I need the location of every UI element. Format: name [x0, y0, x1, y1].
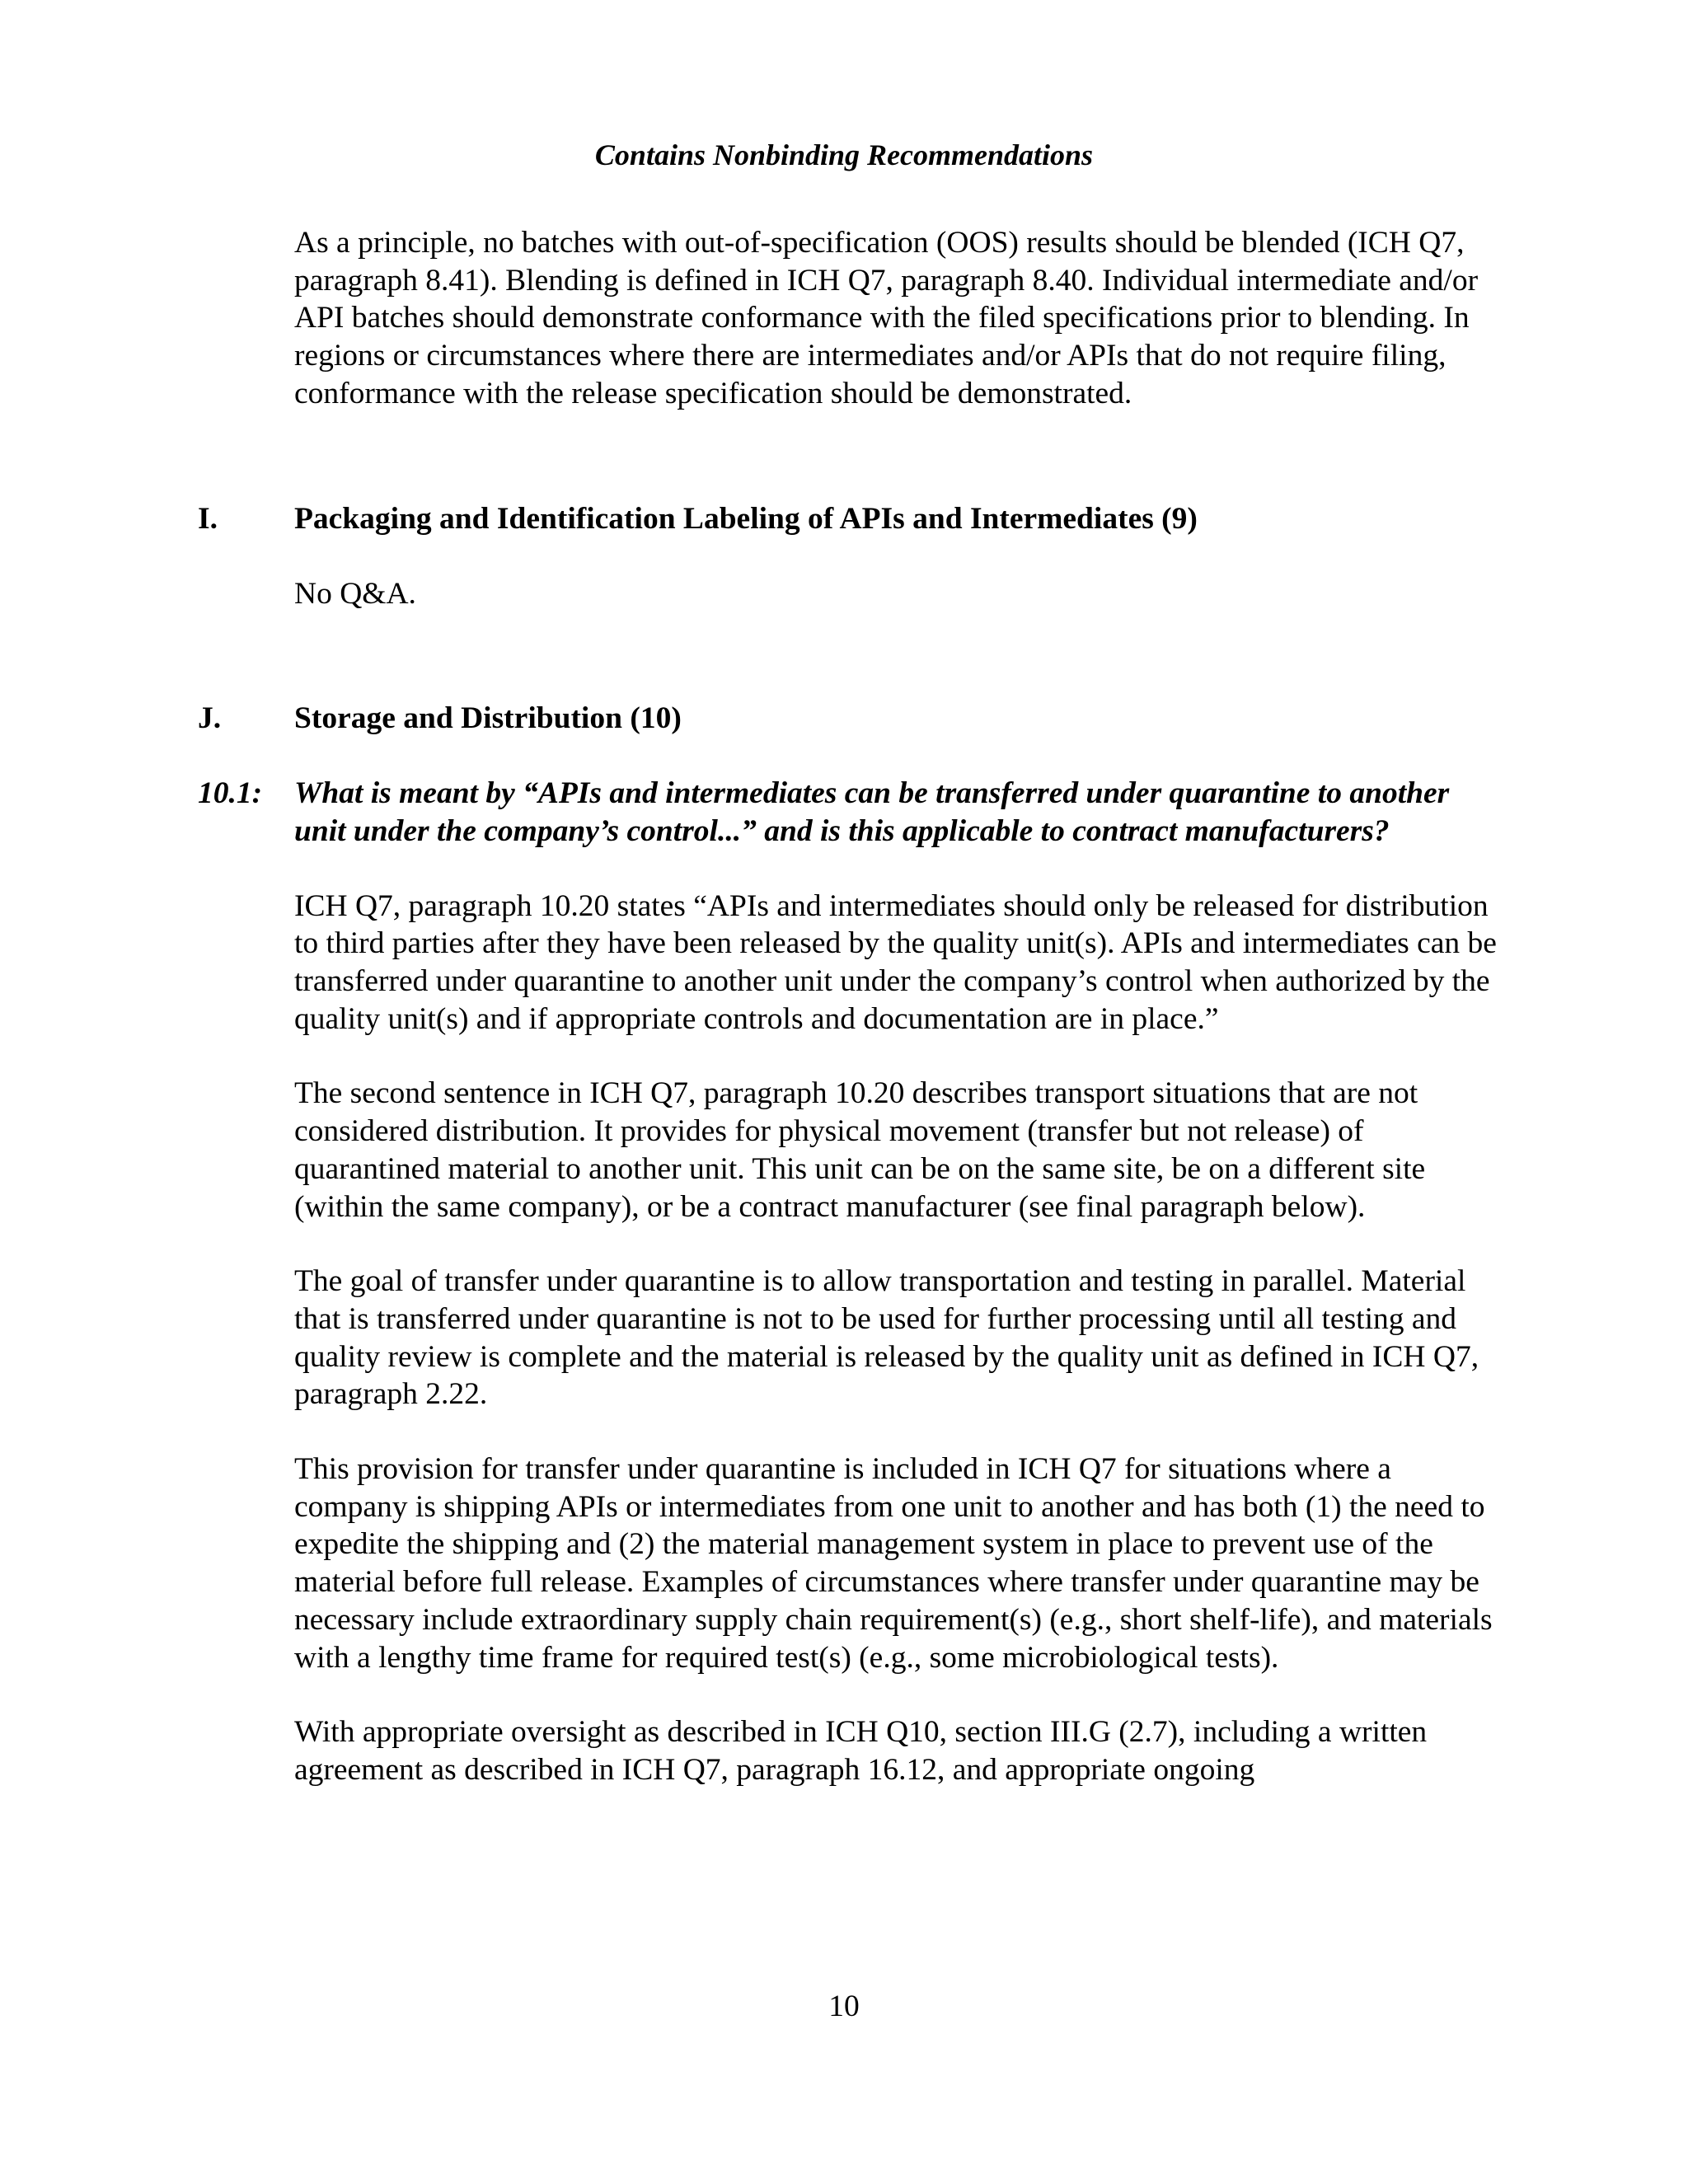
answer-paragraph: This provision for transfer under quarantine is included in ICH Q7 for situations where a company is shipping APIs or intermediates from one unit to another and has both (1) the need to expedite the shipping and (2) the material management system in place to prevent use of the material before full release. Examples of circumstances where transfer under quarantine may be necessary include extraordinary supply chain requirement(s) (e.g., short shelf-life), and materials with a lengthy time frame for required test(s) (e.g., some microbiological tests).: [294, 1452, 1493, 1675]
intro-paragraph: As a principle, no batches with out-of-specification (OOS) results should be blended (ICH Q7, paragraph 8.41). Blending is defined in ICH Q7, paragraph 8.40. Individual intermediate and/or API batches should demonstrate conformance with the filed specifications prior to blending. In regions or circumstances where there are intermediates and/or APIs that do not require filing, conformance with the release specification should be demonstrated.: [294, 226, 1479, 410]
section-title: Storage and Distribution (10): [294, 701, 682, 736]
section-heading-i: [198, 500, 1500, 538]
answer-paragraph: ICH Q7, paragraph 10.20 states “APIs and intermediates should only be released for distribution to third parties after they have been released by the quality unit(s). APIs and intermediates can be transferred under quarantine to another unit under the company’s control when authorized by the quality unit(s) and if appropriate controls and documentation are in place.”: [294, 888, 1497, 1036]
page-header: Contains Nonbinding Recommendations: [594, 138, 1094, 171]
section-heading-j: [198, 700, 1500, 738]
page-number: 10: [828, 1990, 860, 2023]
question-10-1: [198, 775, 1500, 850]
section-label: J.: [198, 701, 222, 736]
question-text: What is meant by “APIs and intermediates can be transferred under quarantine to another unit under the company’s control...” and is this applicable to contract manufacturers?: [294, 776, 1450, 848]
answer-paragraph: The goal of transfer under quarantine is to allow transportation and testing in parallel. Material that is transferred under quarantine is not to be used for further processing until all testing and quality review is complete and the material is released by the quality unit as defined in ICH Q7, paragraph 2.22.: [294, 1264, 1479, 1412]
section-label: I.: [198, 501, 218, 536]
section-title: Packaging and Identification Labeling of APIs and Intermediates (9): [294, 501, 1198, 536]
page-content: [198, 224, 1500, 1789]
question-label: 10.1:: [198, 776, 263, 811]
answer-paragraph: With appropriate oversight as described in ICH Q10, section III.G (2.7), including a written agreement as described in ICH Q7, paragraph 16.12, and appropriate ongoing: [294, 1715, 1428, 1787]
section-body: No Q&A.: [294, 576, 416, 611]
answer-paragraph: The second sentence in ICH Q7, paragraph 10.20 describes transport situations that are not considered distribution. It provides for physical movement (transfer but not release) of quarantined material to another unit. This unit can be on the same site, be on a different site (within the same company), or be a contract manufacturer (see final paragraph below).: [294, 1076, 1426, 1224]
